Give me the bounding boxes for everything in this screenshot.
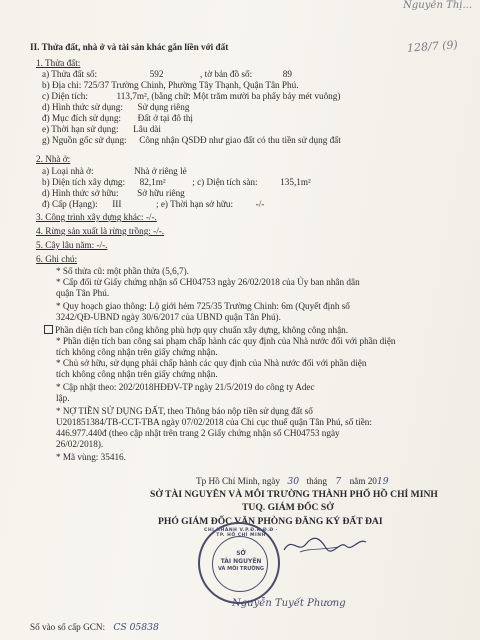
department-name: SỞ TÀI NGUYÊN VÀ MÔI TRƯỜNG THÀNH PHỐ HỒ CHÍ MINH [150,489,438,500]
section-title: II. Thửa đất, nhà ở và tài sản khác gắn liền với đất [30,42,229,52]
house-type [42,166,187,177]
note-line: tích không công nhận trên giấy chứng nhận. [56,369,218,379]
seal-ring-text: CHI NHÁNH V.P.Đ.K.Đ.Đ · TP. HỒ CHÍ MINH [204,528,278,538]
usage-term-label: e) Thời hạn sử dụng: [42,124,119,134]
seal-line-2: TÀI NGUYÊN [220,558,262,565]
grade-value: III [112,199,122,209]
note-line [44,325,348,336]
area-value: 113,7m², (bằng chữ: Một trăm mười ba phẩy bảy mét vuông) [116,91,341,101]
build-area-value: 82,1m² [139,177,166,187]
land-usage-purpose [42,113,193,124]
house-ownership [42,188,185,199]
handwritten-reference: 128/7 (9) [406,38,459,55]
grade-label: đ) Cấp (Hạng): [42,199,98,209]
signature [280,530,370,560]
parcel-number: 592 [149,69,164,79]
note-line: * Cấp đổi từ Giấy chứng nhận số CH04753 ngày 26/02/2018 của Ủy ban nhân dân [56,277,360,287]
build-area-label: b) Diện tích xây dựng: [42,177,126,187]
origin-label: g) Nguồn gốc sử dụng: [42,135,127,145]
perennial-trees: 5. Cây lâu năm: -/-. [36,240,108,250]
note-line: tích không công nhận trên giấy chứng nhận. [56,347,218,357]
register-label: Số vào sổ cấp GCN: [30,622,106,632]
month-label: tháng [306,476,327,486]
date-year: 19 [376,476,389,487]
floor-area-value: 135,1m² [280,177,311,187]
note-line: lập. [56,393,70,403]
note-line: * Số thửa cũ: một phần thửa (5,6,7). [56,266,189,276]
area-label: c) Diện tích: [42,91,88,101]
note-line: quận Tân Phú. [56,288,110,298]
register-row [30,622,159,633]
house-heading: 2. Nhà ở: [36,154,71,164]
seal-line-1: SỞ [236,550,246,557]
note-line: * Mã vùng: 35416. [56,452,126,462]
usage-purpose-value: Đất ở tại đô thị [137,113,193,123]
place-date [196,476,389,487]
note-line: * Chủ sở hữu, sử dụng phải chấp hành các quy định của Nhà nước đối với phần diện [56,358,367,368]
land-usage-term [42,124,161,135]
usage-term-value: Lâu dài [133,124,161,134]
note-line: 446.977.440đ (theo cập nhật trên trang 2 Giấy chứng nhận số CH04753 ngày [56,428,340,438]
other-construction: 3. Công trình xây dựng khác: -/-. [36,212,157,222]
signer-name: Nguyễn Tuyết Phương [232,598,346,609]
floor-area-label: ; c) Diện tích sàn: [192,177,258,187]
handwritten-note-top: Nguyễn Thị... [403,0,472,11]
map-label: , tờ bản đồ số: [200,69,253,79]
date-month: 7 [335,476,342,487]
house-grade-row [42,199,264,210]
house-type-label: a) Loại nhà ở: [42,166,94,176]
date-day: 30 [287,476,300,487]
ownership-term-value: -/- [255,199,265,209]
usage-form-value: Sử dụng riêng [137,102,190,112]
register-number: CS 05838 [113,622,159,633]
usage-purpose-label: đ) Mục đích sử dụng: [42,113,121,123]
map-number: 89 [282,69,292,79]
note-line: * NỢ TIỀN SỬ DỤNG ĐẤT, theo Thông báo nộp tiền sử dụng đất số [56,406,313,416]
note-line: * Phần diện tích ban công sai phạm chấp hành các quy định của Nhà nước đối với phần diện [56,336,396,346]
note-line: U201851384/TB-CCT-TBA ngày 07/02/2018 của Chi cục thuế quận Tân Phú, số tiền: [56,417,372,427]
house-area-row [42,177,311,188]
note-line: * Quy hoạch giao thông: Lộ giới hẻm 725/35 Trường Chinh: 6m (Quyết định số [56,301,350,311]
land-heading: 1. Thửa đất: [36,58,81,68]
land-area-row [42,91,340,102]
land-address: b) Địa chỉ: 725/37 Trường Chinh, Phường Tây Thạnh, Quận Tân Phú. [42,80,299,90]
house-type-value: Nhà ở riêng lẻ [134,166,187,176]
usage-form-label: d) Hình thức sử dụng: [42,102,123,112]
tuq-line: TUQ. GIÁM ĐỐC SỞ [242,502,334,513]
ownership-value: Sở hữu riêng [137,188,185,198]
seal-line-3: VÀ MÔI TRƯỜNG [217,566,265,572]
office-title: PHÓ GIÁM ĐỐC VĂN PHÒNG ĐĂNG KÝ ĐẤT ĐAI [158,516,383,527]
note-line: 26/02/2018). [56,439,104,449]
year-label: năm 20 [349,476,377,486]
ownership-term-label: ; e) Thời hạn sở hữu: [156,199,234,209]
land-usage-form [42,102,189,113]
checkbox-icon [44,325,53,334]
note-line: 3242/QĐ-UBND ngày 30/6/2017 của UBND quận Tân Phú). [56,312,281,322]
note-line: * Cập nhật theo: 202/2018HĐĐV-TP ngày 21/5/2019 do công ty Adec [56,382,315,392]
parcel-label: a) Thửa đất số: [42,69,98,79]
ownership-label: d) Hình thức sở hữu: [42,188,119,198]
origin-value: Công nhận QSDĐ như giao đất có thu tiền sử dụng đất [139,135,341,145]
land-parcel-row [42,69,292,80]
land-origin [42,135,341,146]
place-date-label: Tp Hồ Chí Minh, ngày [196,476,280,486]
planted-forest: 4. Rừng sản xuất là rừng trồng: -/-. [36,226,165,236]
note-text: Phần diện tích ban công không phù hợp quy chuẩn xây dựng, không công nhận. [55,325,349,335]
official-seal [198,522,280,604]
notes-heading: 6. Ghi chú: [36,254,78,264]
